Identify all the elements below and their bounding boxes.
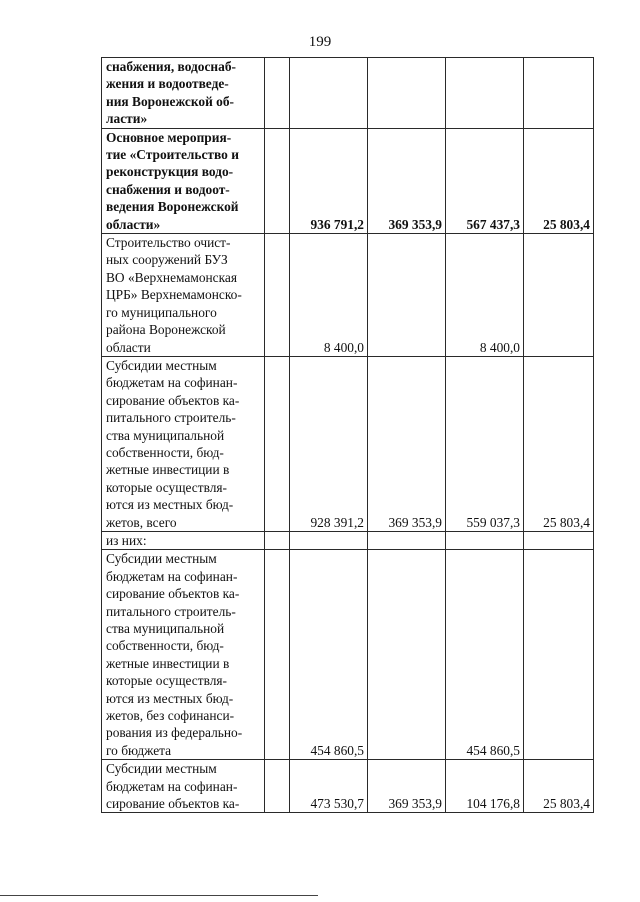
row-name-line: ЦРБ» Верхнемамонско-: [106, 287, 242, 303]
row-name-line: Субсидии местным: [106, 761, 217, 777]
value-cell: [446, 58, 524, 129]
table-row: [102, 128, 594, 233]
row-name-line: ласти»: [106, 111, 148, 127]
row-name-line: питального строитель-: [106, 410, 236, 426]
row-name-line: ных сооружений БУЗ: [106, 252, 228, 268]
row-name-cell: [102, 58, 265, 129]
row-name-line: района Воронежской: [106, 322, 226, 338]
table-row: [102, 531, 594, 549]
row-name-line: сирование объектов ка-: [106, 586, 240, 602]
row-name-line: жетов, без софинанси-: [106, 708, 235, 724]
value-cell: [368, 58, 446, 129]
value-cell: 104 176,8: [446, 760, 524, 813]
value-cell: [368, 234, 446, 357]
row-name-line: которые осуществля-: [106, 479, 228, 495]
row-name-cell: [102, 531, 265, 549]
value-cell: [290, 58, 368, 129]
value-cell: [524, 531, 594, 549]
value-cell: [524, 234, 594, 357]
row-name-cell: [102, 550, 265, 760]
value-cell: [446, 531, 524, 549]
row-name-cell: [102, 356, 265, 531]
table-row: [102, 356, 594, 531]
row-name-line: жетные инвестиции в: [106, 462, 230, 478]
empty-cell: [265, 58, 290, 129]
empty-cell: [265, 760, 290, 813]
row-name-line: сирование объектов ка-: [106, 796, 240, 812]
value-cell: 25 803,4: [524, 128, 594, 233]
row-name-line: бюджетам на софинан-: [106, 778, 238, 794]
value-cell: [290, 531, 368, 549]
row-name-cell: [102, 128, 265, 233]
row-name-cell: [102, 234, 265, 357]
row-name-line: ются из местных бюд-: [106, 497, 234, 513]
row-name-cell: [102, 760, 265, 813]
budget-table-body: [102, 58, 594, 813]
value-cell: [524, 58, 594, 129]
value-cell: 567 437,3: [446, 128, 524, 233]
value-cell: 936 791,2: [290, 128, 368, 233]
table-row: [102, 234, 594, 357]
row-name-line: снабжения и водоот-: [106, 181, 230, 197]
value-cell: [524, 550, 594, 760]
row-name-line: ства муниципальной: [106, 427, 225, 443]
budget-table: [101, 57, 594, 813]
row-name-line: жетные инвестиции в: [106, 655, 230, 671]
row-name-line: ются из местных бюд-: [106, 690, 234, 706]
row-name-line: бюджетам на софинан-: [106, 375, 238, 391]
value-cell: [368, 550, 446, 760]
empty-cell: [265, 234, 290, 357]
row-name-line: го бюджета: [106, 742, 172, 758]
row-name-line: Строительство очист-: [106, 235, 231, 251]
empty-cell: [265, 128, 290, 233]
row-name-line: которые осуществля-: [106, 673, 228, 689]
row-name-line: Субсидии местным: [106, 551, 217, 567]
value-cell: 8 400,0: [290, 234, 368, 357]
row-name-line: ния Воронежской об-: [106, 93, 235, 109]
row-name-line: тие «Строительство и: [106, 147, 239, 163]
value-cell: 454 860,5: [290, 550, 368, 760]
row-name-line: го муниципального: [106, 304, 217, 320]
value-cell: 559 037,3: [446, 356, 524, 531]
row-name-line: питального строитель-: [106, 603, 236, 619]
row-name-line: Субсидии местным: [106, 357, 217, 373]
footer-rule: [0, 895, 318, 896]
table-row: [102, 550, 594, 760]
empty-cell: [265, 531, 290, 549]
row-name-line: ВО «Верхнемамонская: [106, 269, 238, 285]
row-name-line: реконструкция водо-: [106, 164, 234, 180]
value-cell: 928 391,2: [290, 356, 368, 531]
value-cell: [368, 531, 446, 549]
row-name-line: рования из федерально-: [106, 725, 243, 741]
value-cell: 8 400,0: [446, 234, 524, 357]
value-cell: 454 860,5: [446, 550, 524, 760]
row-name-line: из них:: [106, 532, 147, 548]
row-name-line: области: [106, 339, 151, 355]
empty-cell: [265, 356, 290, 531]
value-cell: 25 803,4: [524, 356, 594, 531]
value-cell: 25 803,4: [524, 760, 594, 813]
row-name-line: Основное мероприя-: [106, 129, 232, 145]
row-name-line: собственности, бюд-: [106, 444, 224, 460]
row-name-line: ства муниципальной: [106, 621, 225, 636]
row-name-line: жетов, всего: [106, 514, 177, 530]
value-cell: 369 353,9: [368, 760, 446, 813]
table-row: [102, 58, 594, 129]
row-name-line: ведения Воронежской: [106, 199, 239, 215]
row-name-line: собственности, бюд-: [106, 638, 224, 654]
value-cell: 473 530,7: [290, 760, 368, 813]
row-name-line: сирование объектов ка-: [106, 392, 240, 408]
row-name-line: снабжения, водоснаб-: [106, 59, 236, 74]
row-name-line: жения и водоотведе-: [106, 76, 229, 92]
table-row: [102, 760, 594, 813]
page-number: 199: [308, 34, 332, 50]
row-name-line: бюджетам на софинан-: [106, 568, 238, 584]
value-cell: 369 353,9: [368, 128, 446, 233]
empty-cell: [265, 550, 290, 760]
row-name-line: области»: [106, 216, 161, 232]
value-cell: 369 353,9: [368, 356, 446, 531]
